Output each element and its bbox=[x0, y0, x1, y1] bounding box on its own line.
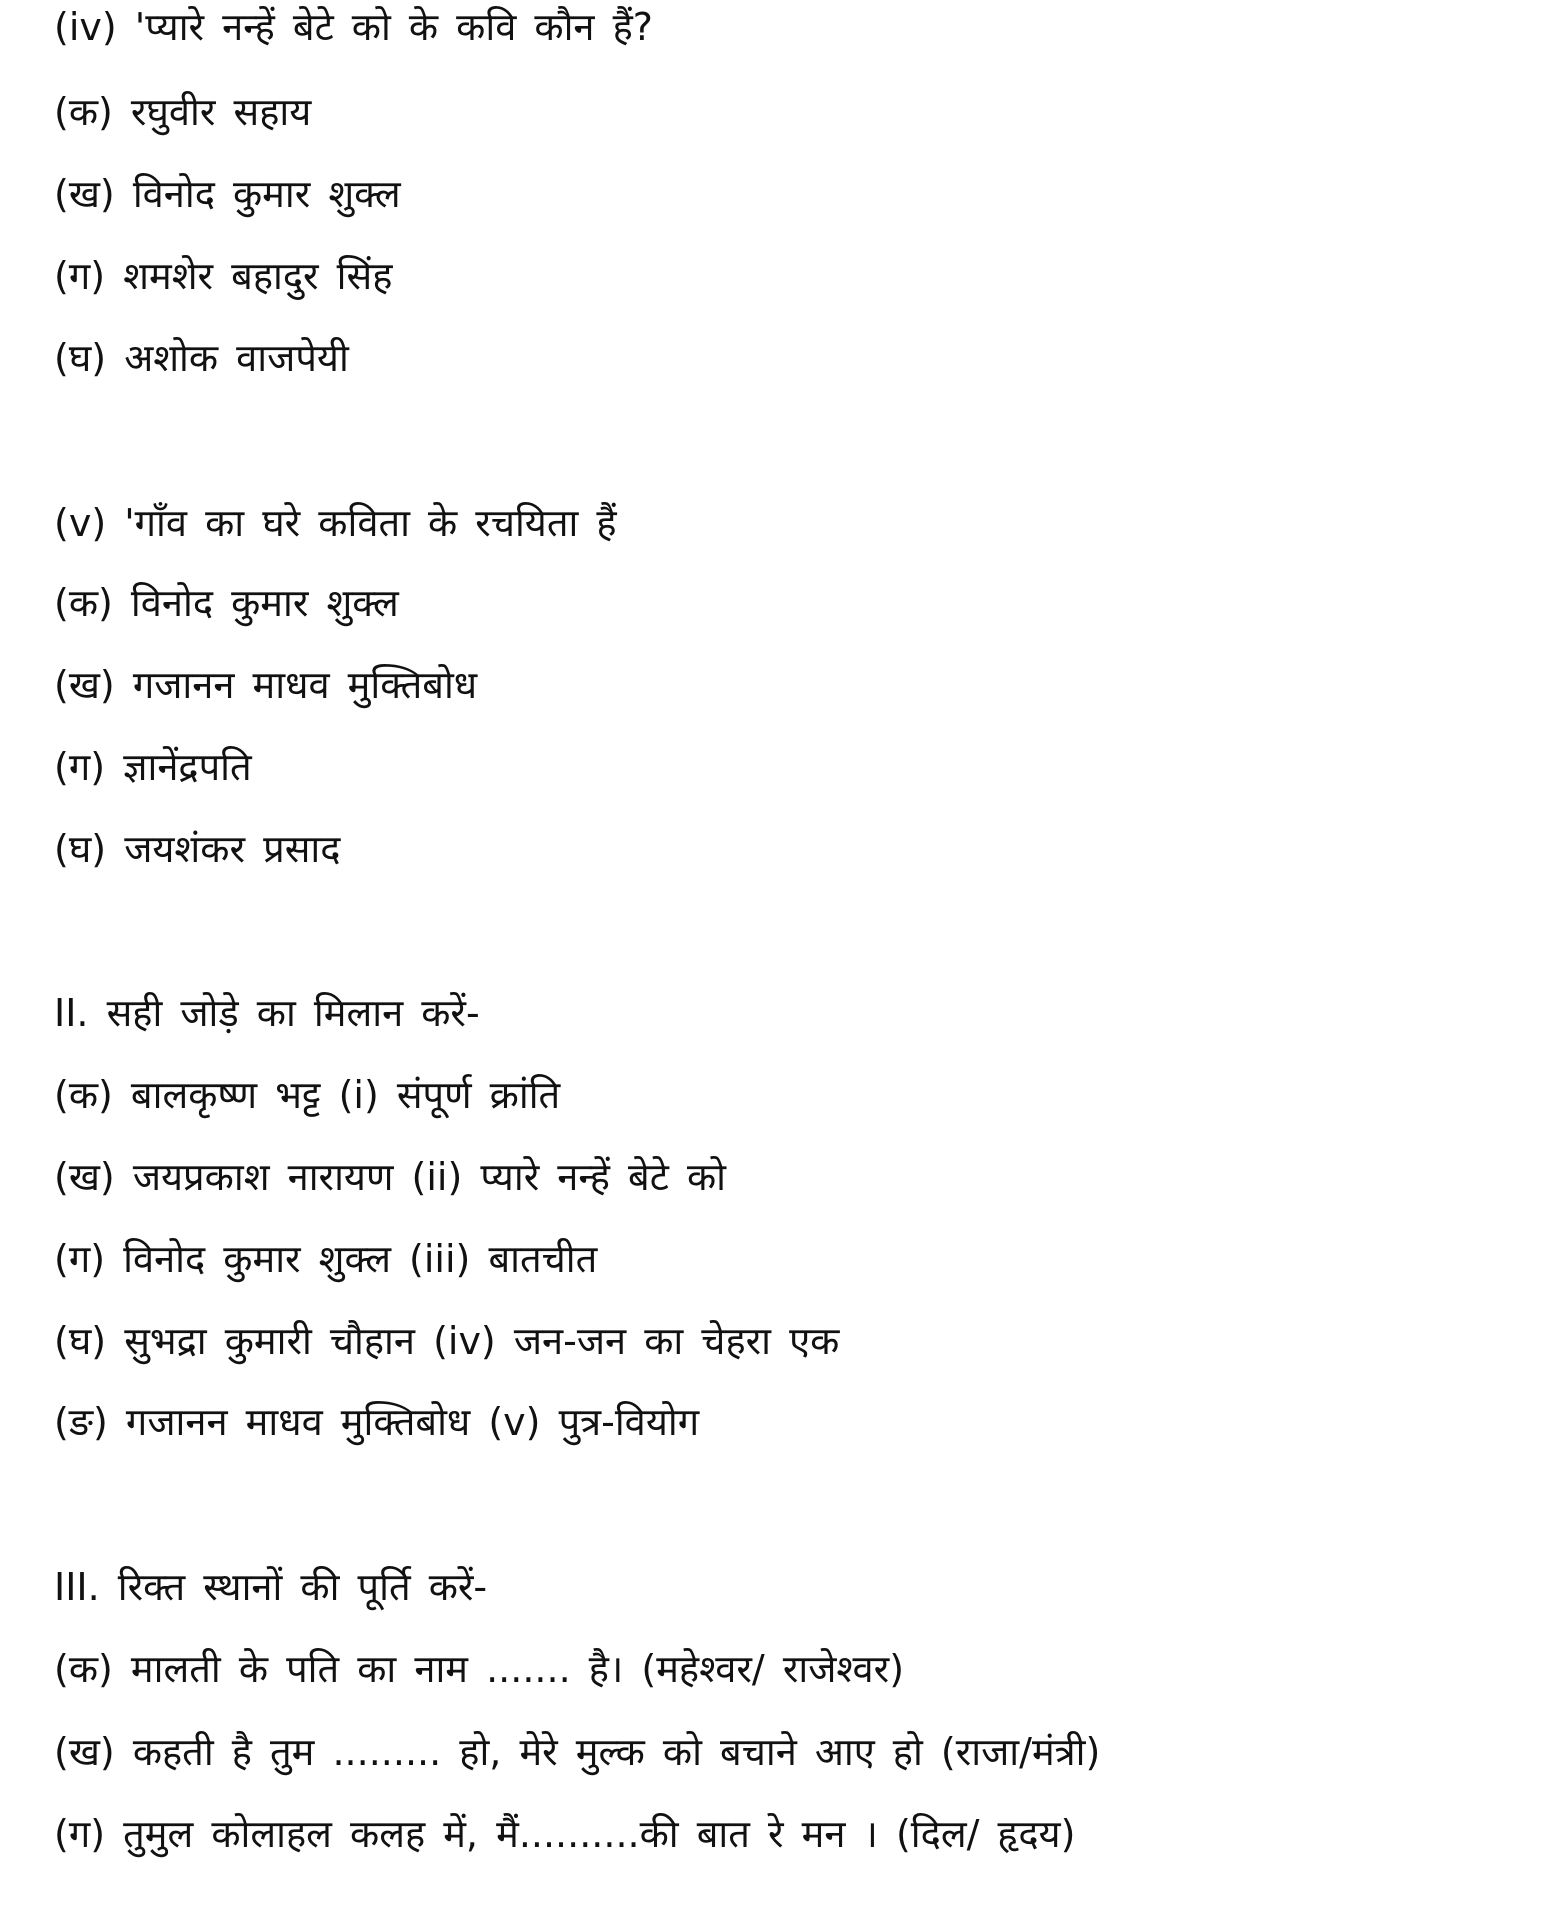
match-item: (घ) सुभद्रा कुमारी चौहान (iv) जन-जन का चेहरा एक bbox=[54, 1319, 840, 1363]
match-item: (क) बालकृष्ण भट्ट (i) संपूर्ण क्रांति bbox=[54, 1073, 561, 1117]
option-gha: (घ) जयशंकर प्रसाद bbox=[54, 827, 341, 871]
match-item: (ख) जयप्रकाश नारायण (ii) प्यारे नन्हें बेटे को bbox=[54, 1155, 726, 1199]
fill-blank-item: (ख) कहती है तुम ......... हो, मेरे मुल्क को बचाने आए हो (राजा/मंत्री) bbox=[54, 1730, 1101, 1774]
section-heading-fill-blanks: III. रिक्त स्थानों की पूर्ति करें- bbox=[54, 1565, 488, 1609]
fill-blank-item: (ग) तुमुल कोलाहल कलह में, मैं..........की बात रे मन । (दिल/ हृदय) bbox=[54, 1812, 1076, 1856]
match-item: (ङ) गजानन माधव मुक्तिबोध (v) पुत्र-वियोग bbox=[54, 1400, 700, 1444]
option-kha: (ख) गजानन माधव मुक्तिबोध bbox=[54, 663, 478, 707]
question-iv: (iv) 'प्यारे नन्हें बेटे को के कवि कौन हैं? bbox=[54, 5, 653, 49]
option-gha: (घ) अशोक वाजपेयी bbox=[54, 336, 349, 380]
match-item: (ग) विनोद कुमार शुक्ल (iii) बातचीत bbox=[54, 1237, 598, 1281]
option-ga: (ग) शमशेर बहादुर सिंह bbox=[54, 254, 393, 298]
option-ga: (ग) ज्ञानेंद्रपति bbox=[54, 745, 252, 789]
option-ka: (क) रघुवीर सहाय bbox=[54, 90, 312, 134]
option-kha: (ख) विनोद कुमार शुक्ल bbox=[54, 172, 401, 216]
option-ka: (क) विनोद कुमार शुक्ल bbox=[54, 581, 399, 625]
question-v: (v) 'गाँव का घरे कविता के रचयिता हैं bbox=[54, 501, 617, 545]
section-heading-match: II. सही जोड़े का मिलान करें- bbox=[54, 991, 480, 1035]
fill-blank-item: (क) मालती के पति का नाम ....... है। (महेश्वर/ राजेश्वर) bbox=[54, 1647, 905, 1691]
